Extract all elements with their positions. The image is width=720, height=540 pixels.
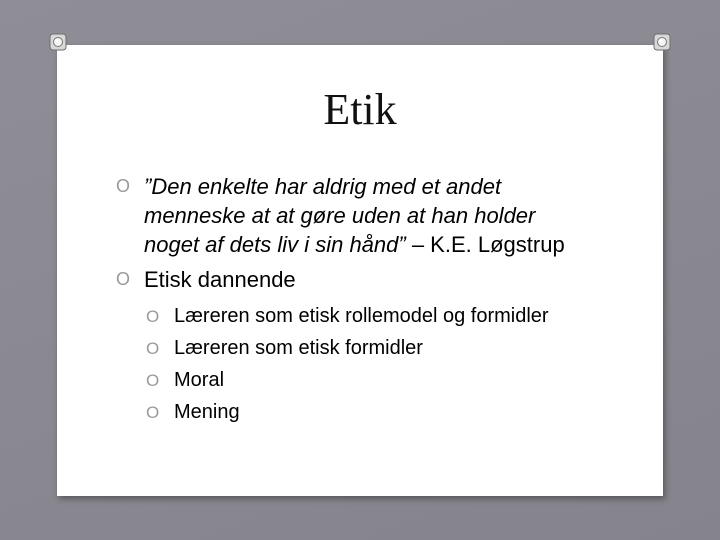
quote-bullet [116, 172, 596, 259]
sub-bullet-label: Mening [174, 401, 240, 423]
sub-bullet [146, 396, 596, 428]
sub-bullet-list [116, 300, 596, 428]
bullet-marker: O [146, 307, 160, 326]
bullet-marker: O [146, 371, 160, 390]
bullet-etisk-dannende [116, 265, 596, 294]
bullet-list [116, 172, 596, 428]
sub-bullet [146, 364, 596, 396]
quote-text: ”Den enkelte har aldrig med et andet menneske at at gøre uden at han holder noget af dets liv i sin hånd” [144, 174, 536, 257]
pushpin-icon [48, 32, 68, 52]
sub-bullet-label: Læreren som etisk formidler [174, 337, 423, 359]
quote-attribution: – K.E. Løgstrup [405, 232, 565, 257]
pushpin-icon [652, 32, 672, 52]
bullet-marker: O [146, 403, 160, 422]
bullet-marker: O [116, 176, 131, 196]
sub-bullet [146, 332, 596, 364]
sub-bullet-label: Læreren som etisk rollemodel og formidler [174, 305, 549, 327]
sub-bullet [146, 300, 596, 332]
bullet-marker: O [116, 269, 131, 289]
sub-bullet-label: Moral [174, 369, 225, 391]
bullet-label: Etisk dannende [144, 267, 296, 292]
bullet-marker: O [146, 339, 160, 358]
slide-title: Etik [323, 85, 397, 134]
